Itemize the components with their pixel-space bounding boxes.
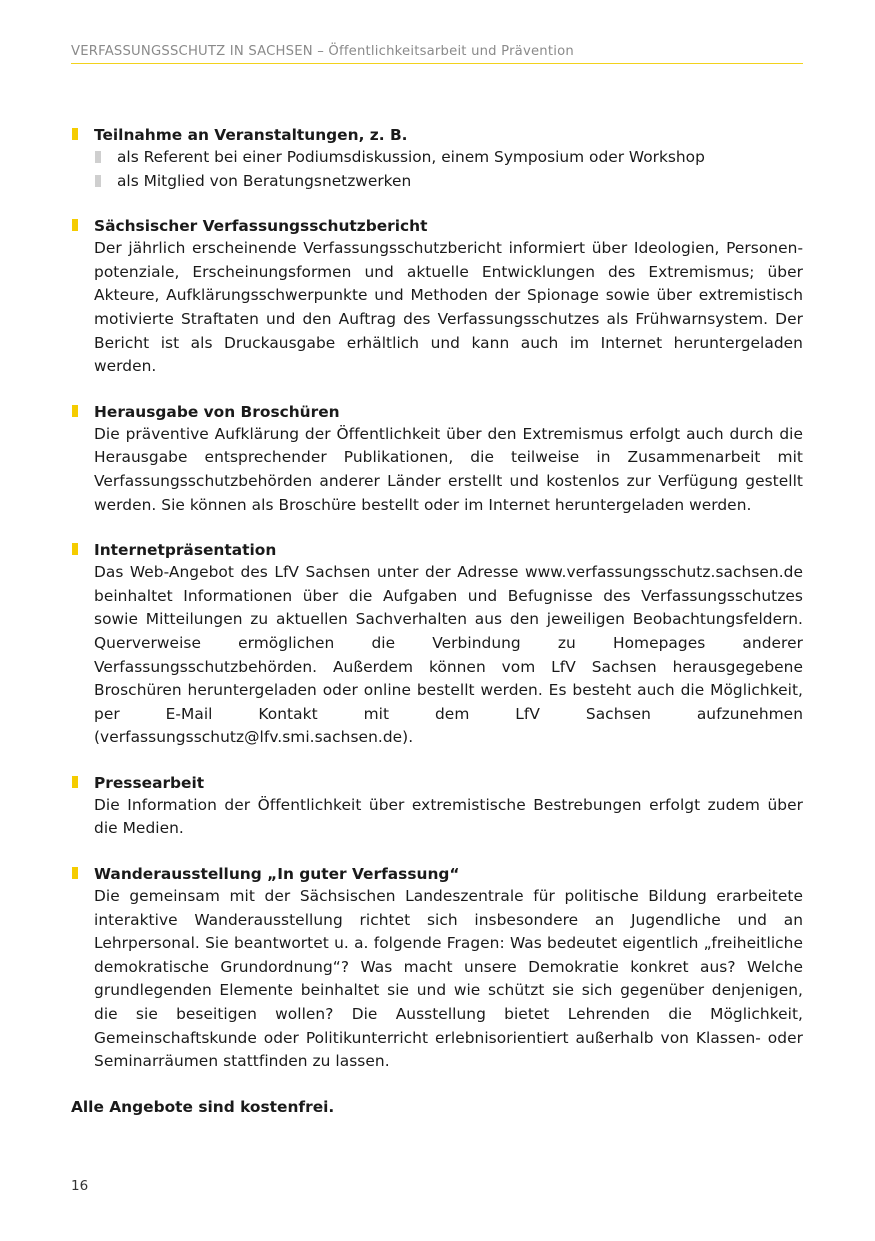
yellow-bullet-icon bbox=[72, 776, 78, 788]
section-title: Sächsischer Verfassungsschutzbericht bbox=[94, 217, 428, 236]
yellow-bullet-icon bbox=[72, 405, 78, 417]
gray-bullet-icon bbox=[95, 175, 101, 187]
header-subtitle: Öffentlichkeitsarbeit und Prävention bbox=[328, 44, 574, 59]
section-body: Die Information der Öffentlichkeit über extremistische Bestrebungen erfolgt zudem über die Medien. bbox=[94, 795, 803, 838]
main-content bbox=[71, 124, 803, 1119]
closing-statement: Alle Angebote sind kostenfrei. bbox=[71, 1097, 335, 1116]
section-verfassungsschutzbericht bbox=[71, 215, 803, 379]
section-internetpraesentation bbox=[71, 539, 803, 750]
section-title: Pressearbeit bbox=[94, 773, 205, 792]
header-main: VERFASSUNGSSCHUTZ IN SACHSEN bbox=[71, 44, 313, 59]
page-number: 16 bbox=[71, 1178, 89, 1194]
gray-bullet-icon bbox=[95, 151, 101, 163]
section-body: Die gemeinsam mit der Sächsischen Landeszentrale für politische Bildung erarbeitete interaktive Wanderausstellung richtet sich insbesondere an Jugendliche und an Lehrpersonal. Sie beantwortet u. a. folgende Fragen: Was bedeutet eigentlich „freiheitliche demokratische Grundordnung“? Was macht unsere Demokratie konkret aus? Welche grundlegenden Elemente beinhaltet sie und wie schützt sie sich gegenüber denjenigen, die sie beseitigen wollen? Die Ausstellung bietet Lehrenden die Möglichkeit, Gemeinschaftskunde oder Politikunterricht erlebnisorientiert außerhalb von Klassen- oder Seminarräumen stattfinden zu lassen. bbox=[94, 887, 803, 1071]
section-title: Internetpräsentation bbox=[94, 541, 277, 560]
running-header bbox=[71, 44, 803, 64]
section-title: Wanderausstellung „In guter Verfassung“ bbox=[94, 865, 460, 884]
header-separator: – bbox=[312, 44, 329, 59]
sub-list bbox=[94, 146, 803, 193]
section-body: Die präventive Aufklärung der Öffentlichkeit über den Extremismus erfolgt auch durch die Herausgabe entsprechender Publikationen, die teilweise in Zusammenarbeit mit Verfassungsschutzbehörden anderer Länder erstellt und kostenlos zur Verfügung gestellt werden. Sie können als Broschüre bestellt oder im Internet heruntergeladen werden. bbox=[94, 424, 803, 514]
sub-list-item: als Referent bei einer Podiumsdiskussion, einem Symposium oder Workshop bbox=[94, 146, 803, 170]
yellow-bullet-icon bbox=[72, 128, 78, 140]
section-body: Der jährlich erscheinende Verfassungsschutzbericht informiert über Ideologien, Personenpotenziale, Erscheinungsformen und aktuelle Entwicklungen des Extremismus; über Akteure, Aufklärungsschwerpunkte und Methoden der Spionage sowie über extremistisch motivierte Straftaten und den Auftrag des Verfassungsschutzes als Frühwarnsystem. Der Bericht ist als Druckausgabe erhältlich und kann auch im Internet heruntergeladen werden. bbox=[94, 239, 803, 376]
yellow-bullet-icon bbox=[72, 867, 78, 879]
section-title: Teilnahme an Veranstaltungen, z. B. bbox=[94, 126, 408, 144]
sub-list-item: als Mitglied von Beratungsnetzwerken bbox=[94, 170, 803, 194]
section-body: Das Web-Angebot des LfV Sachsen unter der Adresse www.verfassungsschutz.sachsen.de beinhaltet Informationen über die Aufgaben und Befugnisse des Verfassungsschutzes sowie Mitteilungen zu aktuellen Sachverhalten aus den jeweiligen Beobachtungsfeldern. Querverweise ermöglichen die Verbindung zu Homepages anderer Verfassungsschutzbehörden. Außerdem können vom LfV Sachsen herausgegebene Broschüren heruntergeladen oder online bestellt werden. Es besteht auch die Möglichkeit, per E-Mail Kontakt mit dem LfV Sachsen aufzunehmen (verfassungsschutz@lfv.smi.sachsen.de). bbox=[94, 563, 803, 747]
section-pressearbeit bbox=[71, 772, 803, 841]
section-broschueren bbox=[71, 401, 803, 517]
yellow-bullet-icon bbox=[72, 219, 78, 231]
section-wanderausstellung bbox=[71, 863, 803, 1074]
section-title: Herausgabe von Broschüren bbox=[94, 402, 340, 421]
yellow-bullet-icon bbox=[72, 543, 78, 555]
section-veranstaltungen bbox=[71, 124, 803, 193]
